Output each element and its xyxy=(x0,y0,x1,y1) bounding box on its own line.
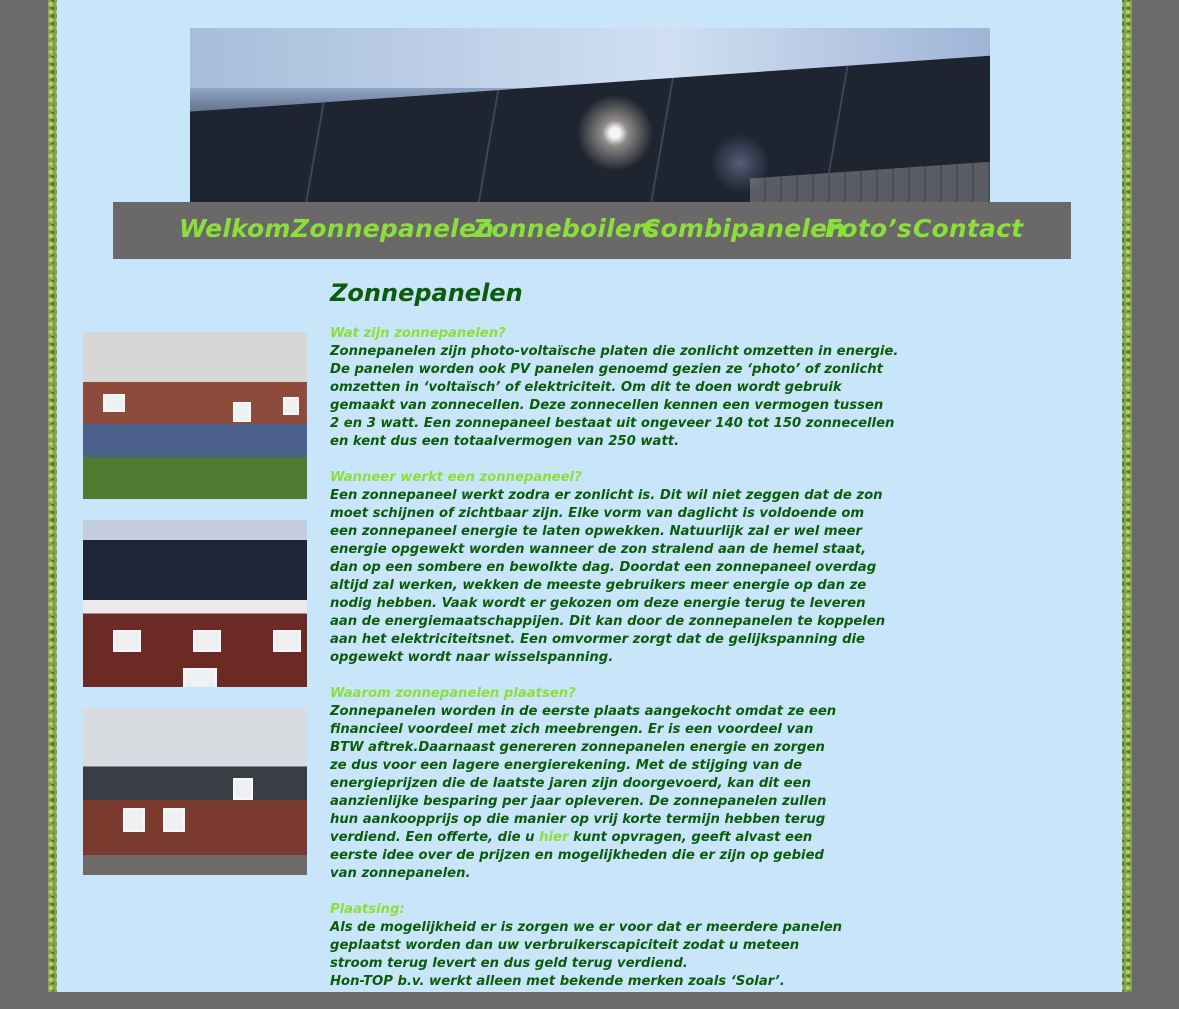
nav-item-combipanelen[interactable]: Combipanelen xyxy=(642,214,846,243)
sun-flare xyxy=(570,88,660,178)
nav-item-welkom[interactable]: Welkom xyxy=(179,214,291,243)
header-banner-image xyxy=(190,28,990,203)
nav-item-contact[interactable]: Contact xyxy=(913,214,1024,243)
page-title: Zonnepanelen xyxy=(330,279,523,307)
offerte-link[interactable]: hier xyxy=(539,830,569,845)
section-wanneer-werkt: Wanneer werkt een zonnepaneel? Een zonnepaneel werkt zodra er zonlicht is. Dit wil niet zeggen dat de zon moet schijnen of zichtbaar zijn. Elke vorm van daglicht is voldoende om een zonnepaneel energie te laten opwekken. Natuurlijk zal er wel meer energie opgewekt worden wanneer de zon stralend aan de hemel staat, dan op een sombere en bewolkte dag. Doordat een zonnepaneel overdag altijd zal werken, wekken de meeste gebruikers meer energie op dan ze nodig hebben. Vaak wordt er gekozen om deze energie terug te leveren aan de energiemaatschappijen. Dit kan door de zonnepanelen te koppelen aan het elektriciteitsnet. Een omvormer zorgt dat de gelijkspanning die opgewekt wordt naar wisselspanning. xyxy=(330,469,930,667)
main-content xyxy=(330,278,930,1009)
nav-item-zonnepanelen[interactable]: Zonnepanelen xyxy=(291,214,495,243)
nav-item-zonneboilers[interactable]: Zonneboilers xyxy=(473,214,660,243)
section-plaatsing: Plaatsing: Als de mogelijkheid er is zorgen we er voor dat er meerdere panelen geplaatst worden dan uw verbruikerscapiciteit zodat u meteen stroom terug levert en dus geld terug verdiend. Hon-TOP b.v. werkt alleen met bekende merken zoals ‘Solar’. xyxy=(330,901,930,991)
solar-installation-photo-pitched-roof xyxy=(83,520,307,687)
section-waarom-plaatsen: Waarom zonnepanelen plaatsen? Zonnepanelen worden in de eerste plaats aangekocht omdat ze een financieel voordeel met zich meebrengen. Er is een voordeel van BTW aftrek.Daarnaast genereren zonnepanelen energie en zorgen ze dus voor een lagere energierekening. Met de stijging van de energieprijzen die de laatste jaren zijn doorgevoerd, kan dit een aanzienlijke besparing per jaar opleveren. De zonnepanelen zullen hun aankoopprijs op die manier op vrij korte termijn hebben terug verdiend. Een offerte, die u hier kunt opvragen, geeft alvast een eerste idee over de prijzen en mogelijkheden die er zijn op gebied van zonnepanelen. xyxy=(330,685,930,883)
solar-installation-photo-flat-roof xyxy=(83,332,307,499)
nav-item-fotos[interactable]: Foto’s xyxy=(825,214,913,243)
solar-installation-photo-house xyxy=(83,708,307,875)
section-heading: Wat zijn zonnepanelen? xyxy=(330,326,506,341)
page-container xyxy=(57,0,1122,992)
section-wat-zijn: Wat zijn zonnepanelen? Zonnepanelen zijn photo-voltaïsche platen die zonlicht omzetten in energie. De panelen worden ook PV panelen genoemd gezien ze ‘photo’ of zonlicht omzetten in ‘voltaïsch’ of elektriciteit. Om dit te doen wordt gebruik gemaakt van zonnecellen. Deze zonnecellen kennen een vermogen tussen 2 en 3 watt. Een zonnepaneel bestaat uit ongeveer 140 tot 150 zonnecellen en kent dus een totaalvermogen van 250 watt. xyxy=(330,325,930,451)
section-heading: Plaatsing: xyxy=(330,902,405,917)
main-navigation xyxy=(113,202,1071,259)
section-heading: Waarom zonnepanelen plaatsen? xyxy=(330,686,576,701)
section-heading: Wanneer werkt een zonnepaneel? xyxy=(330,470,582,485)
